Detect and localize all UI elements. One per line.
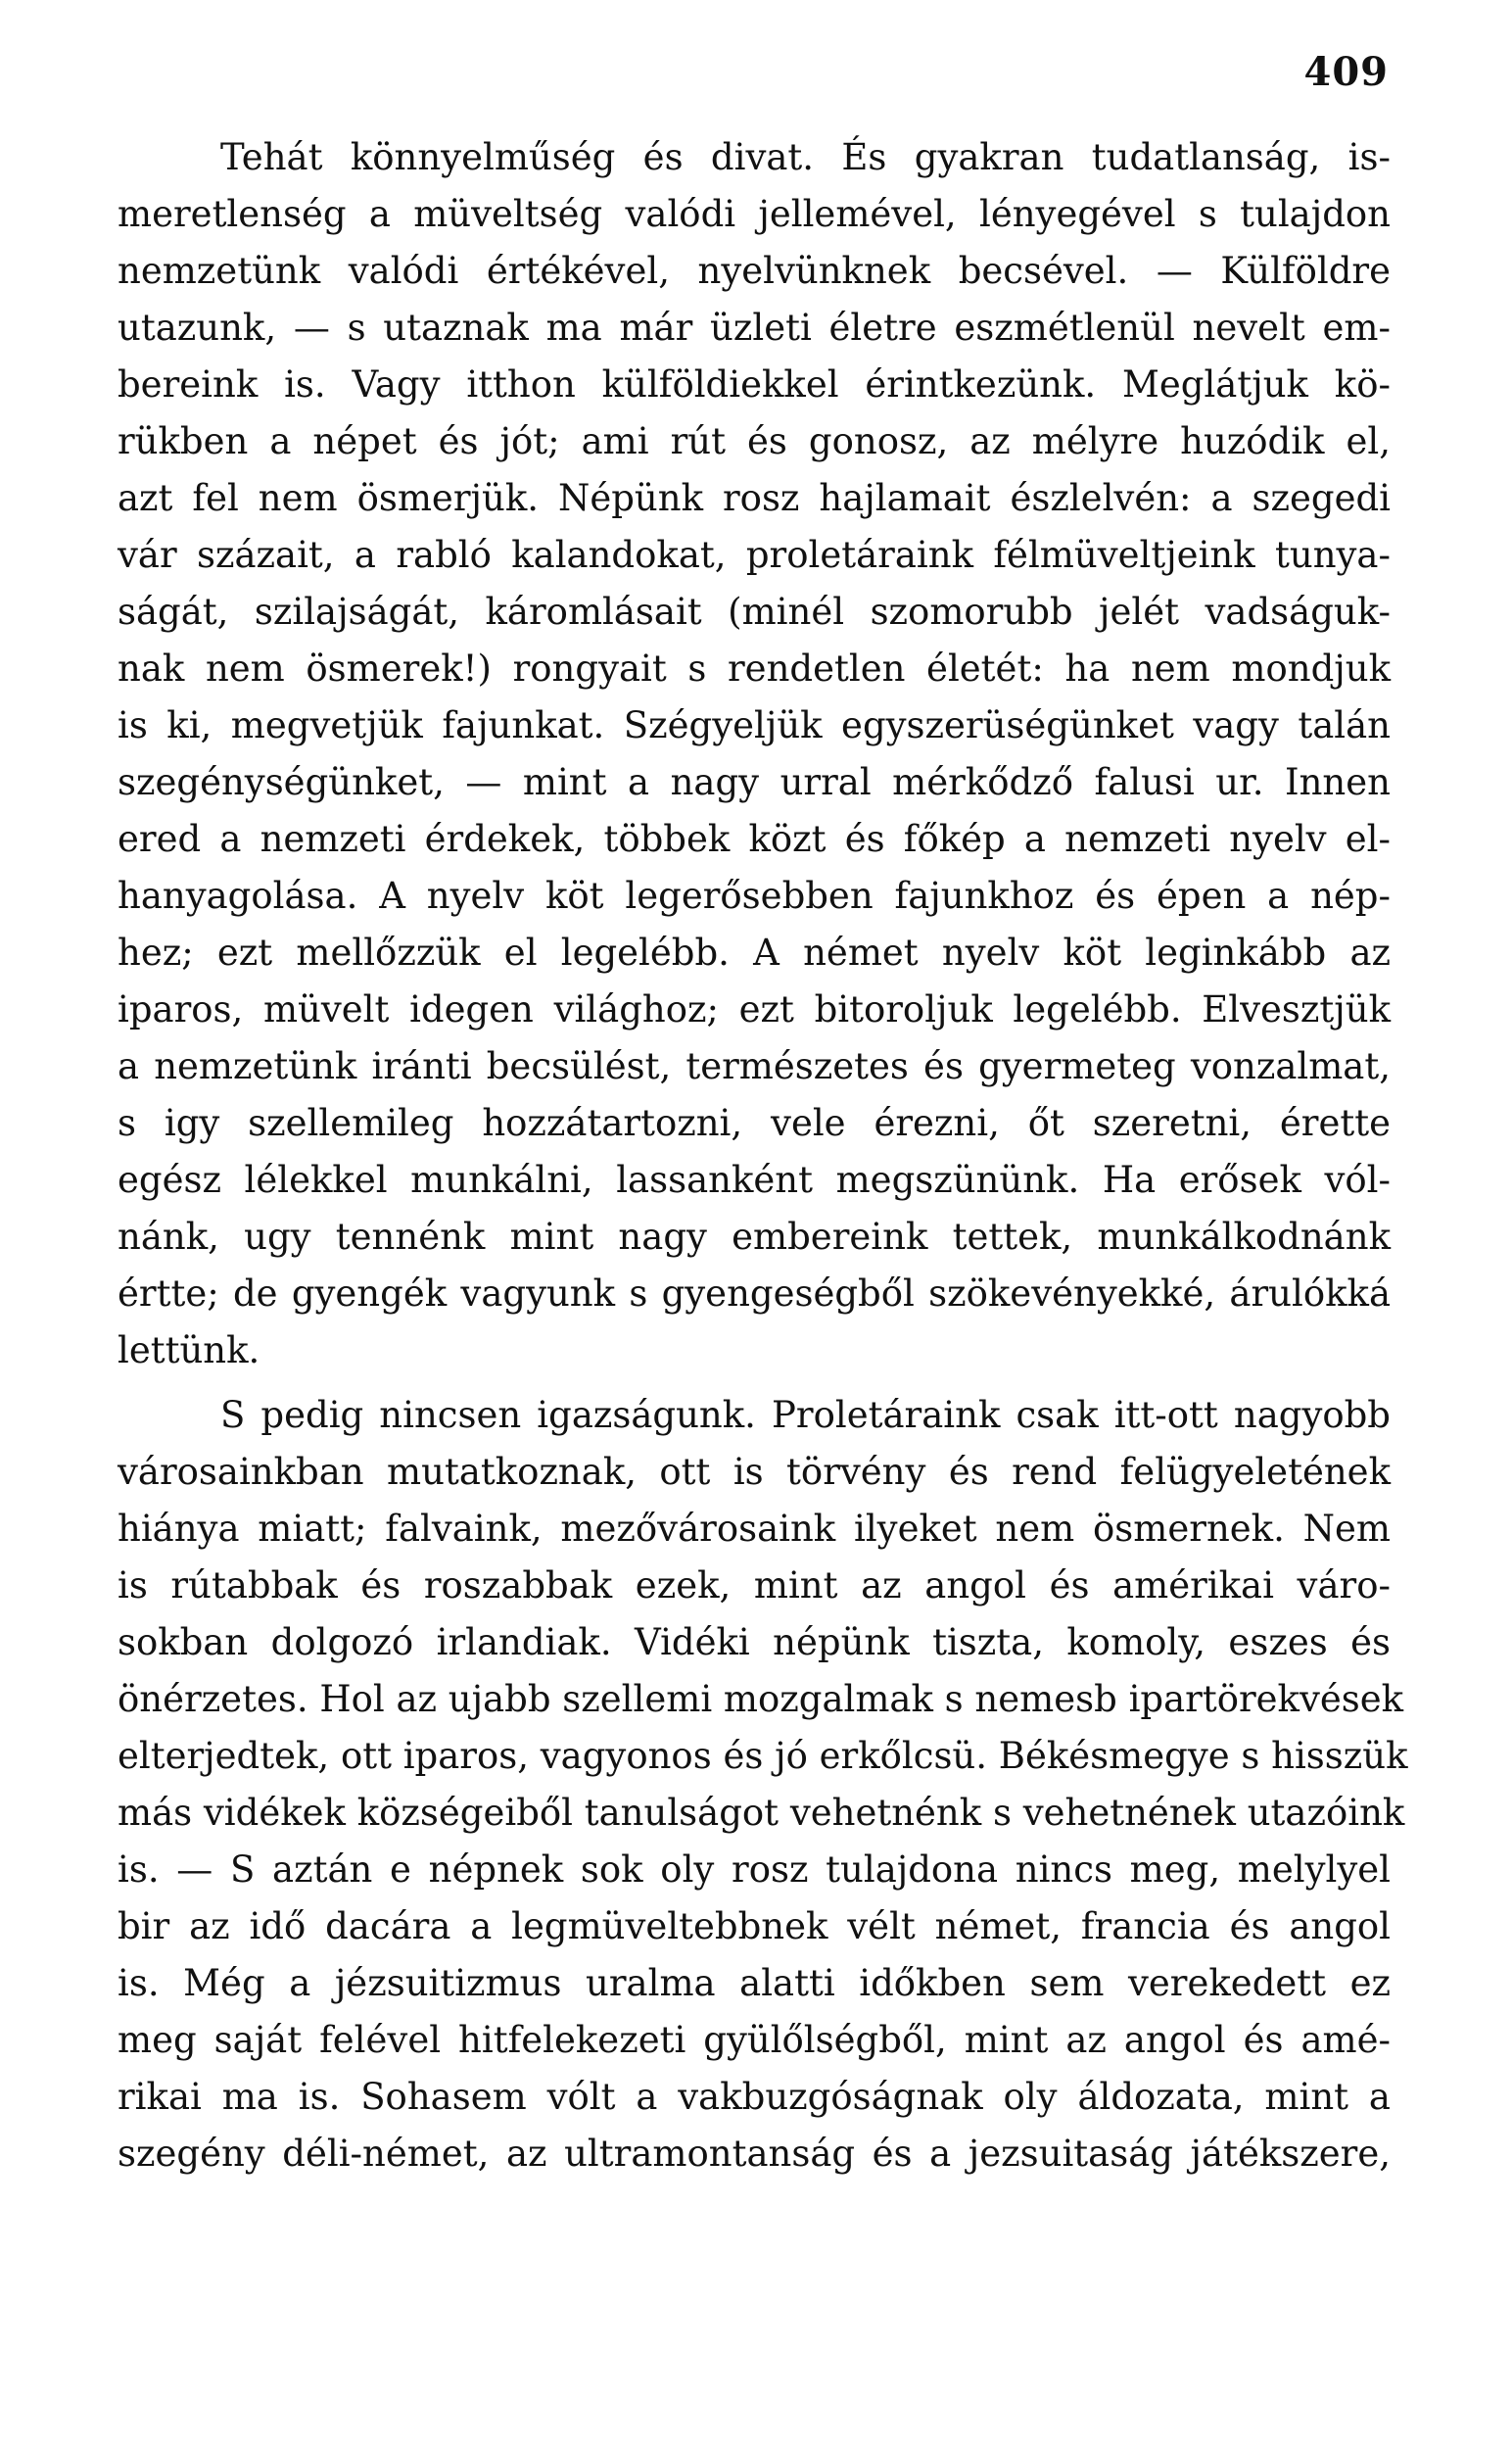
text-line: lettünk.	[118, 1329, 260, 1371]
text-line: rükben a népet és jót; ami rút és gonosz, az mélyre huzódik el,	[118, 420, 1391, 462]
text-line: szegénységünket, — mint a nagy urral mérkődző falusi ur. Innen	[118, 761, 1391, 803]
text-line: is rútabbak és roszabbak ezek, mint az angol és amérikai váro-	[118, 1564, 1391, 1607]
text-line: értte; de gyengék vagyunk s gyengeségből szökevényekké, árulókká	[118, 1272, 1391, 1315]
text-line: szegény déli-német, az ultramontanság és a jezsuitaság játékszere,	[118, 2133, 1391, 2175]
paragraph-2	[118, 1387, 1408, 2182]
text-line: hez; ezt mellőzzük el legelébb. A német nyelv köt leginkább az	[118, 932, 1391, 974]
text-line: meg saját felével hitfelekezeti gyülőlségből, mint az angol és amé-	[118, 2019, 1391, 2061]
text-line: is. — S aztán e népnek sok oly rosz tulajdona nincs meg, melylyel	[118, 1848, 1391, 1891]
text-line: s igy szellemileg hozzátartozni, vele érezni, őt szeretni, érette	[118, 1102, 1391, 1144]
text-line: meretlenség a müveltség valódi jellemével, lényegével s tulajdon	[118, 193, 1391, 235]
text-line: S pedig nincsen igazságunk. Proletáraink csak itt-ott nagyobb	[220, 1394, 1391, 1436]
text-line: bereink is. Vagy itthon külföldiekkel érintkezünk. Meglátjuk kö-	[118, 363, 1391, 406]
text-line: nánk, ugy tennénk mint nagy embereink tettek, munkálkodnánk	[118, 1216, 1391, 1258]
paragraph-gap	[118, 1379, 1391, 1387]
text-line: nemzetünk valódi értékével, nyelvünknek becsével. — Külföldre	[118, 250, 1391, 292]
text-line: önérzetes. Hol az ujabb szellemi mozgalmak s nemesb ipartörekvések	[118, 1678, 1404, 1720]
text-line: is. Még a jézsuitizmus uralma alatti időkben sem verekedett ez	[118, 1962, 1391, 2004]
page-number: 409	[1303, 49, 1389, 95]
text-line: iparos, müvelt idegen világhoz; ezt bitoroljuk legelébb. Elvesztjük	[118, 988, 1391, 1031]
text-line: ered a nemzeti érdekek, többek közt és főkép a nemzeti nyelv el-	[118, 818, 1391, 860]
text-line: más vidékek községeiből tanulságot vehetnénk s vehetnének utazóink	[118, 1792, 1405, 1834]
text-line: egész lélekkel munkálni, lassanként megszününk. Ha erősek vól-	[118, 1159, 1391, 1201]
text-line: elterjedtek, ott iparos, vagyonos és jó erkőlcsü. Békésmegye s hisszük	[118, 1735, 1408, 1777]
body-text	[118, 129, 1408, 2182]
text-line: nak nem ösmerek!) rongyait s rendetlen életét: ha nem mondjuk	[118, 647, 1391, 690]
text-line: azt fel nem ösmerjük. Népünk rosz hajlamait észlelvén: a szegedi	[118, 477, 1391, 519]
text-line: rikai ma is. Sohasem vólt a vakbuzgóságnak oly áldozata, mint a	[118, 2076, 1391, 2118]
text-line: vár százait, a rabló kalandokat, proletáraink félmüveltjeink tunya-	[118, 534, 1391, 576]
text-line: városainkban mutatkoznak, ott is törvény és rend felügyeletének	[118, 1451, 1391, 1493]
text-line: a nemzetünk iránti becsülést, természetes és gyermeteg vonzalmat,	[118, 1045, 1391, 1087]
text-line: sokban dolgozó irlandiak. Vidéki népünk tiszta, komoly, eszes és	[118, 1621, 1391, 1663]
text-line: hanyagolása. A nyelv köt legerősebben fajunkhoz és épen a nép-	[118, 875, 1391, 917]
paragraph-1	[118, 129, 1391, 1379]
text-line: Tehát könnyelműség és divat. És gyakran tudatlanság, is-	[220, 136, 1391, 178]
text-line: hiánya miatt; falvaink, mezővárosaink ilyeket nem ösmernek. Nem	[118, 1508, 1391, 1550]
text-line: ságát, szilajságát, káromlásait (minél szomorubb jelét vadságuk-	[118, 591, 1391, 633]
text-line: utazunk, — s utaznak ma már üzleti életre eszmétlenül nevelt em-	[118, 307, 1391, 349]
text-line: bir az idő dacára a legmüveltebbnek vélt német, francia és angol	[118, 1905, 1391, 1947]
text-line: is ki, megvetjük fajunkat. Szégyeljük egyszerüségünket vagy talán	[118, 704, 1391, 746]
